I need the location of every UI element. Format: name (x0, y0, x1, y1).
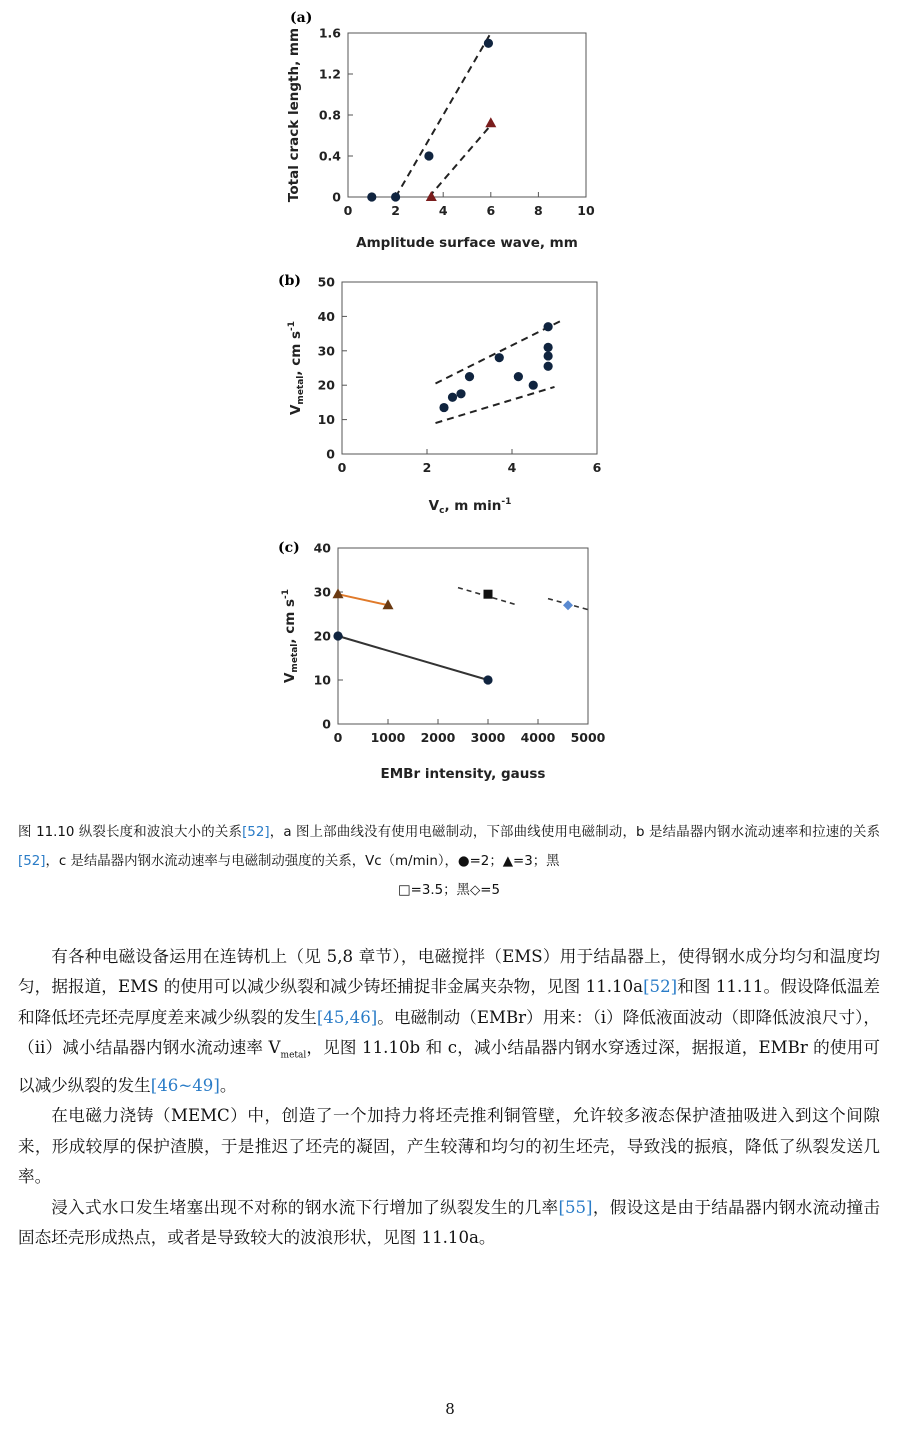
y-tick-label: 10 (317, 412, 335, 428)
body-text (18, 942, 880, 1253)
x-tick-label: 8 (534, 203, 543, 218)
x-tick-label: 0 (333, 730, 343, 745)
x-axis-title-a: Amplitude surface wave, mm (356, 235, 578, 251)
data-point-circle (424, 151, 433, 160)
caption-ref-1[interactable]: [52] (242, 825, 270, 840)
y-axis-title-c: $V_{metal}$, cm $s^{-1}$ (281, 588, 300, 684)
x-tick-label: 4 (507, 460, 517, 475)
tick-labels-c (314, 541, 606, 746)
x-axis-title-c: EMBr intensity, gauss (380, 766, 546, 782)
panel-label-c: (c) (278, 540, 300, 556)
y-tick-label: 1.6 (318, 25, 341, 41)
data-point-circle (483, 675, 492, 684)
data-point-circle (544, 343, 553, 352)
data-point-square (484, 590, 493, 599)
p1-ref-3[interactable]: [46~49] (150, 1075, 220, 1095)
p1-ref-1[interactable]: [52] (643, 977, 678, 997)
series-line (338, 636, 488, 680)
chart-panel-c (278, 540, 606, 782)
figure-caption (18, 818, 880, 905)
y-tick-label: 0.8 (318, 107, 341, 123)
panel-label-a: (a) (290, 10, 313, 26)
x-tick-label: 10 (577, 203, 595, 218)
data-marks-c (333, 588, 589, 685)
paragraph-3 (18, 1193, 880, 1254)
chart-panel-b (278, 273, 602, 516)
data-point-circle (544, 362, 553, 371)
x-tick-label: 2 (422, 460, 432, 475)
caption-ref-2[interactable]: [52] (18, 854, 46, 869)
y-tick-label: 0 (332, 189, 341, 205)
y-tick-label: 50 (317, 274, 335, 290)
plot-frame-a (348, 33, 586, 197)
data-point-circle (465, 372, 474, 381)
caption-text-1: 纵裂长度和波浪大小的关系 (74, 825, 243, 840)
data-marks-a (367, 33, 496, 202)
x-tick-label: 0 (337, 460, 347, 475)
page-number: 8 (445, 1400, 455, 1418)
x-tick-label: 3000 (470, 730, 506, 745)
p3-text-a: 浸入式水口发生堵塞出现不对称的钢水流下行增加了纵裂发生的几率 (51, 1197, 559, 1217)
x-tick-label: 0 (343, 203, 353, 218)
y-axis-title-a: Total crack length, mm (286, 27, 302, 203)
p1-text-a: 有各种电磁设备运用在连铸机上（见 5,8 章节），电磁搅拌（EMS）用于结晶器上，使得钢水成分均匀和温度均匀，据报道，EMS 的使用可以减少纵裂和减少铸坯捕捉非金属夹杂物，见图 11.10a (18, 947, 880, 997)
x-tick-label: 1000 (370, 730, 406, 745)
trend-line (436, 387, 555, 423)
tick-labels-a (319, 26, 595, 219)
data-point-triangle (333, 588, 344, 598)
paragraph-1 (18, 942, 880, 1101)
p1-ref-2[interactable]: [45,46] (316, 1007, 378, 1027)
data-point-circle (391, 192, 400, 201)
tick-labels-b (318, 275, 602, 476)
p1-text-c: 。电磁制动（EMBr）用来：（i）降低液面波动（即降低波浪尺寸），（ii）减小结晶器内钢水流动速率 V (18, 1007, 881, 1058)
y-tick-label: 0 (322, 716, 331, 732)
p1-text-b: 和图 11.11。假设降低温差和降低坯壳坯壳厚度差来减少纵裂的发生 (18, 977, 881, 1027)
x-tick-label: 2000 (420, 730, 456, 745)
data-point-diamond (563, 600, 573, 610)
data-point-circle (448, 393, 457, 402)
plot-frame-b (342, 282, 597, 454)
y-tick-label: 1.2 (318, 66, 341, 82)
caption-text-3: ，c 是结晶器内钢水流动速率与电磁制动强度的关系，Vc（m/min），●=2；▲=3；黑 (45, 854, 560, 869)
data-point-circle (544, 322, 553, 331)
data-point-circle (495, 353, 504, 362)
trend-line (436, 320, 564, 384)
data-marks-b (436, 320, 564, 423)
p1-subscript: metal (280, 1050, 307, 1061)
p1-text-e: 。 (219, 1075, 237, 1095)
x-tick-label: 4 (438, 203, 448, 218)
caption-text-2: ，a 图上部曲线没有使用电磁制动，下部曲线使用电磁制动，b 是结晶器内钢水流动速率和拉速的关系 (269, 825, 881, 840)
x-tick-label: 2 (391, 203, 400, 218)
data-point-circle (514, 372, 523, 381)
x-axis-title-b: $V_c$, m $\min^{-1}$ (428, 497, 512, 516)
data-point-circle (544, 351, 553, 360)
caption-text-4: □=3.5；黑◇=5 (398, 883, 500, 898)
y-tick-label: 30 (313, 584, 331, 600)
y-tick-label: 40 (317, 308, 335, 324)
y-tick-label: 0.4 (318, 148, 341, 164)
data-point-circle (439, 403, 448, 412)
y-tick-label: 0 (326, 446, 335, 462)
data-point-circle (484, 39, 493, 48)
y-tick-label: 20 (313, 628, 331, 644)
x-tick-label: 5000 (570, 730, 606, 745)
p3-text-b: ，假设这是由于结晶器内钢水流动撞击固态坯壳形成热点，或者是导致较大的波浪形状，见图 11.10a。 (18, 1197, 881, 1247)
y-tick-label: 40 (313, 540, 331, 556)
panel-label-b: (b) (278, 273, 302, 289)
data-point-triangle (426, 191, 437, 201)
y-tick-label: 10 (313, 672, 331, 688)
data-point-circle (456, 389, 465, 398)
caption-figure-no: 图 11.10 (18, 825, 75, 840)
y-tick-label: 20 (317, 377, 335, 393)
trend-line (396, 33, 491, 197)
x-tick-label: 6 (486, 203, 496, 218)
p3-ref[interactable]: [55] (558, 1197, 593, 1217)
y-axis-title-b: $V_{metal}$, cm $s^{-1}$ (287, 320, 306, 416)
data-point-triangle (485, 117, 496, 127)
y-tick-label: 30 (317, 343, 335, 359)
data-point-circle (367, 192, 376, 201)
data-point-circle (529, 381, 538, 390)
x-tick-label: 4000 (520, 730, 556, 745)
series-line (338, 594, 388, 605)
chart-panel-a (286, 10, 595, 251)
p1-text-d: ，见图 11.10b 和 c，减小结晶器内钢水穿透过深，据报道，EMBr 的使用可以减少纵裂的发生 (18, 1038, 880, 1095)
trend-line (429, 125, 491, 197)
data-point-circle (333, 631, 342, 640)
x-tick-label: 6 (592, 460, 602, 475)
plot-frame-c (338, 548, 588, 724)
paragraph-2: 在电磁力浇铸（MEMC）中，创造了一个加持力将坯壳推利铜管壁，允许较多液态保护渣抽吸进入到这个间隙来，形成较厚的保护渣膜，于是推迟了坯壳的凝固，产生较薄和均匀的初生坯壳，导致浅的振痕，降低了纵裂发送几率。 (18, 1106, 880, 1187)
